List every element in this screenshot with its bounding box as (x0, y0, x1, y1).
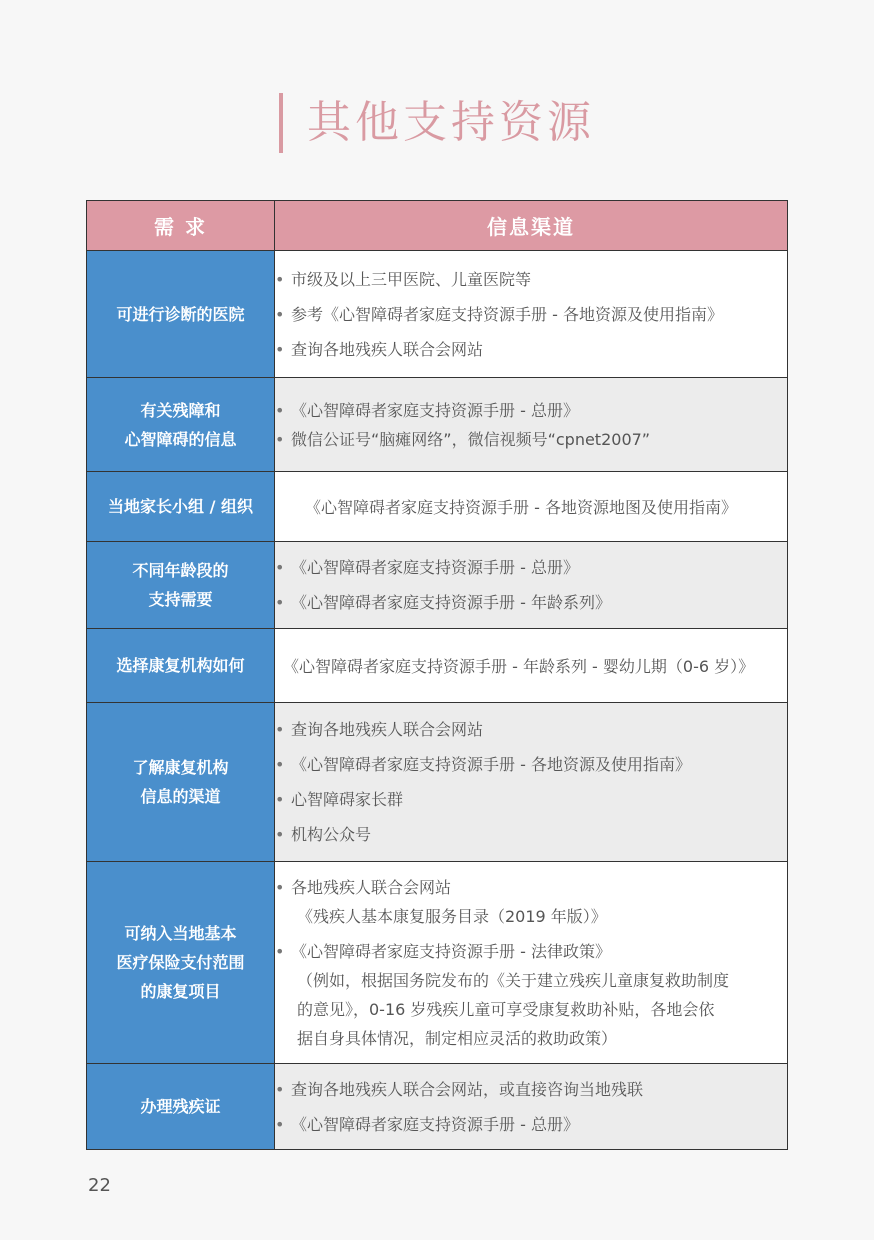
table-row (87, 378, 788, 472)
need-cell: 了解康复机构 信息的渠道 (87, 703, 275, 862)
list-item: • 机构公众号 (275, 817, 787, 852)
info-list (275, 262, 787, 367)
list-item: • 查询各地残疾人联合会网站 (275, 712, 787, 747)
table-row (87, 542, 788, 629)
need-cell: 办理残疾证 (87, 1064, 275, 1150)
page-title: 其他支持资源 (307, 97, 595, 148)
info-list (275, 873, 787, 1053)
info-cell (275, 862, 788, 1064)
list-item: • 《心智障碍者家庭支持资源手册 - 各地资源及使用指南》 (275, 747, 787, 782)
need-cell: 选择康复机构如何 (87, 629, 275, 703)
list-item: • 心智障碍家长群 (275, 782, 787, 817)
table-row (87, 629, 788, 703)
table-row (87, 703, 788, 862)
info-text: 《心智障碍者家庭支持资源手册 - 各地资源地图及使用指南》 (305, 498, 737, 517)
list-item: • 《心智障碍者家庭支持资源手册 - 总册》 (275, 550, 787, 585)
list-item (275, 937, 787, 1053)
table-row (87, 862, 788, 1064)
list-item: • 《心智障碍者家庭支持资源手册 - 年龄系列》 (275, 585, 787, 620)
need-cell: 当地家长小组 / 组织 (87, 472, 275, 542)
info-cell (275, 703, 788, 862)
list-item: • 《心智障碍者家庭支持资源手册 - 总册》 (275, 396, 787, 425)
list-item: • 参考《心智障碍者家庭支持资源手册 - 各地资源及使用指南》 (275, 297, 787, 332)
header-need: 需 求 (87, 201, 275, 251)
info-cell (275, 629, 788, 703)
list-item-main: • 各地残疾人联合会网站 (291, 877, 452, 897)
info-list (275, 712, 787, 852)
table-row (87, 1064, 788, 1150)
list-item-main: • 《心智障碍者家庭支持资源手册 - 法律政策》 (291, 941, 611, 961)
info-list (275, 396, 787, 454)
list-item: • 查询各地残疾人联合会网站 (275, 332, 787, 367)
info-list (275, 1072, 787, 1142)
info-cell (275, 542, 788, 629)
page-number: 22 (88, 1175, 111, 1196)
need-cell: 可纳入当地基本 医疗保险支付范围 的康复项目 (87, 862, 275, 1064)
header-info-channel: 信息渠道 (275, 201, 788, 251)
table-row (87, 251, 788, 378)
info-cell (275, 378, 788, 472)
need-cell: 不同年龄段的 支持需要 (87, 542, 275, 629)
list-item-sub: 《残疾人基本康复服务目录（2019 年版）》 (297, 906, 607, 926)
resource-table (86, 200, 788, 1150)
info-cell (275, 251, 788, 378)
info-cell (275, 472, 788, 542)
title-block (0, 92, 874, 154)
table-row (87, 472, 788, 542)
list-item: • 查询各地残疾人联合会网站，或直接咨询当地残联 (275, 1072, 787, 1107)
title-accent-bar (279, 93, 283, 153)
info-list (275, 550, 787, 620)
list-item (275, 873, 787, 931)
info-cell (275, 1064, 788, 1150)
list-item: • 《心智障碍者家庭支持资源手册 - 总册》 (275, 1107, 787, 1142)
list-item-sub: （例如，根据国务院发布的《关于建立残疾儿童康复救助制度 的意见》，0-16 岁残疾儿童可享受康复救助补贴，各地会依 据自身具体情况，制定相应灵活的救助政策） (297, 970, 730, 1048)
list-item: • 微信公证号“脑瘫网络”，微信视频号“cpnet2007” (275, 425, 787, 454)
list-item: • 市级及以上三甲医院、儿童医院等 (275, 262, 787, 297)
need-cell: 可进行诊断的医院 (87, 251, 275, 378)
info-text: 《心智障碍者家庭支持资源手册 - 年龄系列 - 婴幼儿期（0-6 岁）》 (283, 657, 755, 676)
need-cell: 有关残障和 心智障碍的信息 (87, 378, 275, 472)
table-header-row (87, 201, 788, 251)
